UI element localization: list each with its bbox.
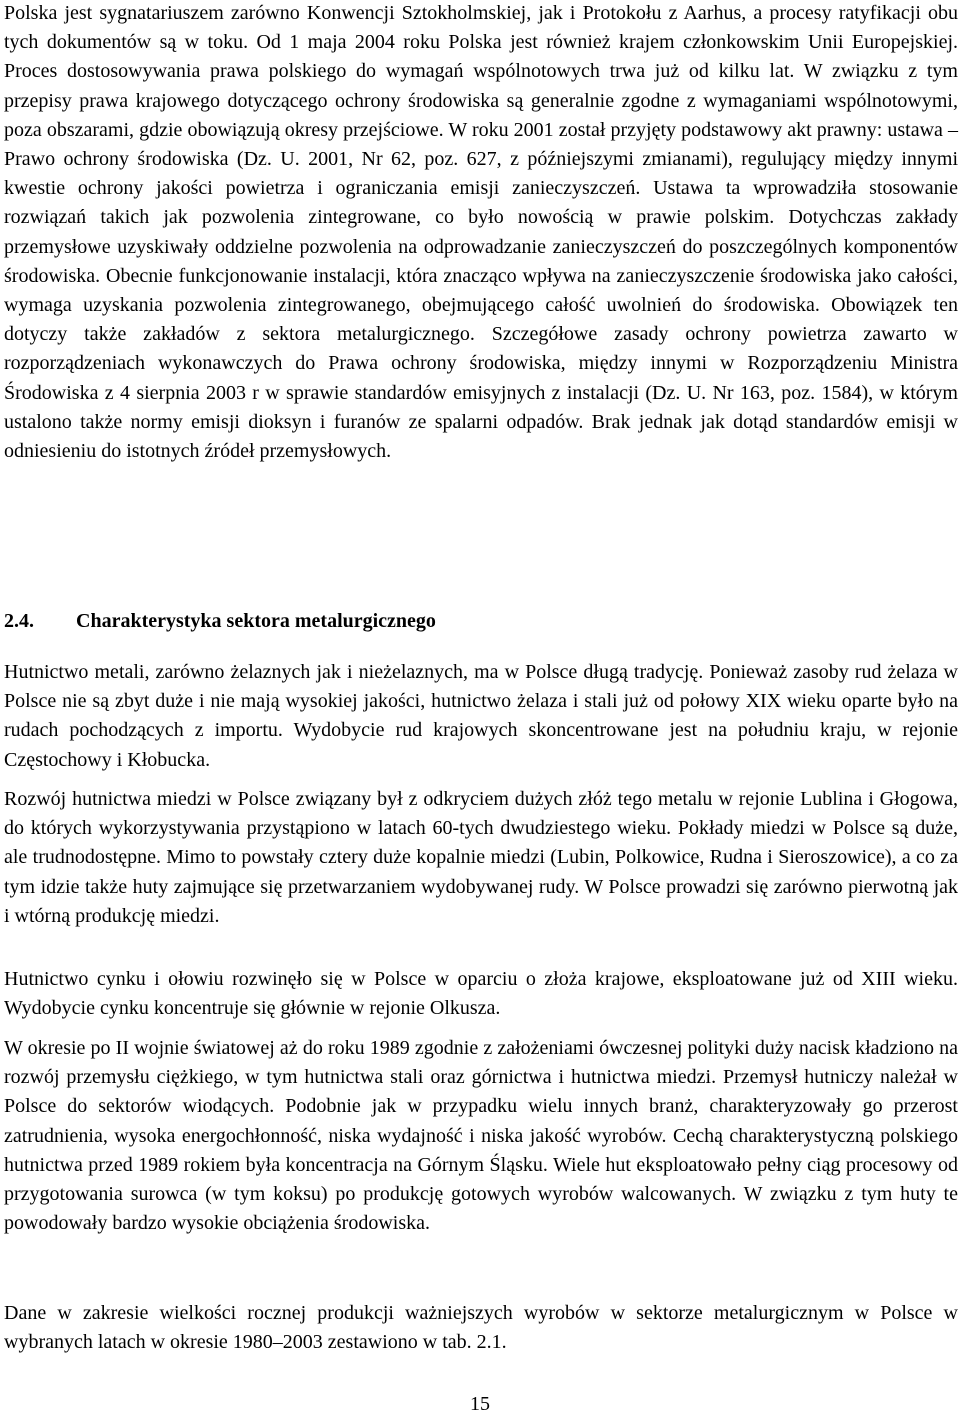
paragraph-post-war-history: W okresie po II wojnie światowej aż do roku 1989 zgodnie z założeniami ówczesnej polityki duży nacisk kładziono na rozwój przemysłu ciężkiego, w tym hutnictwa stali oraz górnictwa i hutnictwa miedzi. Przemysł hutniczy należał w Polsce do sektorów wiodących. Podobnie jak w przypadku wielu innych branż, charakteryzowały go przerost zatrudnienia, wysoka energochłonność, niska wydajność i niska jakość wyrobów. Cechą charakterystyczną polskiego hutnictwa przed 1989 rokiem była koncentracja na Górnym Śląsku. Wiele hut eksploatowało pełny ciąg procesowy od przygotowania surowca (w tym koksu) po produkcję gotowych wyrobów walcowanych. W związku z tym huty te powodowały bardzo wysokie obciążenia środowiska.: [4, 1037, 958, 1235]
section-heading: [4, 607, 436, 636]
paragraph-iron-steel: Hutnictwo metali, zarówno żelaznych jak i nieżelaznych, ma w Polsce długą tradycję. Ponieważ zasoby rud żelaza w Polsce nie są zbyt duże i nie mają wysokiej jakości, hutnictwo żelaza i stali już od połowy XIX wieku oparte było na rudach pochodzących z importu. Wydobycie rud krajowych skoncentrowane jest na południu kraju, w rejonie Częstochowy i Kłobucka.: [4, 661, 958, 771]
section-title: Charakterystyka sektora metalurgicznego: [76, 610, 436, 632]
page-number: 15: [470, 1393, 490, 1415]
section-number: 2.4.: [4, 610, 34, 632]
paragraph-zinc-lead: Hutnictwo cynku i ołowiu rozwinęło się w Polsce w oparciu o złoża krajowe, eksploatowane już od XIII wieku. Wydobycie cynku koncentruje się głównie w rejonie Olkusza.: [4, 968, 958, 1020]
paragraph-copper: Rozwój hutnictwa miedzi w Polsce związany był z odkryciem dużych złóż tego metalu w rejonie Lublina i Głogowa, do których wykorzystywania przystąpiono w latach 60-tych dwudziestego wieku. Pokłady miedzi w Polsce są duże, ale trudnodostępne. Mimo to powstały cztery duże kopalnie miedzi (Lubin, Polkowice, Rudna i Sieroszowice), a co za tym idzie także huty zajmujące się przetwarzaniem wydobywanej rudy. W Polsce prowadzi się zarówno pierwotną jak i wtórną produkcję miedzi.: [4, 788, 958, 927]
intro-paragraph: Polska jest sygnatariuszem zarówno Konwencji Sztokholmskiej, jak i Protokołu z Aarhus, a procesy ratyfikacji obu tych dokumentów są w toku. Od 1 maja 2004 roku Polska jest również krajem członkowskim Unii Europejskiej. Proces dostosowywania prawa polskiego do wymagań wspólnotowych trwa już od kilku lat. W związku z tym przepisy prawa krajowego dotyczącego ochrony środowiska są generalnie zgodne z wymaganiami wspólnotowymi, poza obszarami, gdzie obowiązują okresy przejściowe. W roku 2001 został przyjęty podstawowy akt prawny: ustawa – Prawo ochrony środowiska (Dz. U. 2001, Nr 62, poz. 627, z późniejszymi zmianami), regulujący między innymi kwestie ochrony jakości powietrza i ograniczania emisji zanieczyszczeń. Ustawa ta wprowadziła stosowanie rozwiązań takich jak pozwolenia zintegrowane, co było nowością w prawie polskim. Dotychczas zakłady przemysłowe uzyskiwały oddzielne pozwolenia na odprowadzanie zanieczyszczeń do poszczególnych komponentów środowiska. Obecnie funkcjonowanie instalacji, która znacząco wpływa na zanieczyszczenie środowiska jako całości, wymaga uzyskania pozwolenia zintegrowanego, obejmującego całość uwolnień do środowiska. Obowiązek ten dotyczy także zakładów z sektora metalurgicznego. Szczegółowe zasady ochrony powietrza zawarto w rozporządzeniach wykonawczych do Prawa ochrony środowiska, między innymi w Rozporządzeniu Ministra Środowiska z 4 sierpnia 2003 r w sprawie standardów emisyjnych z instalacji (Dz. U. Nr 163, poz. 1584), w którym ustalono także normy emisji dioksyn i furanów ze spalarni odpadów. Brak jednak jak dotąd standardów emisji w odniesieniu do istotnych źródeł przemysłowych.: [4, 2, 958, 463]
paragraph-production-data: Dane w zakresie wielkości rocznej produkcji ważniejszych wyrobów w sektorze metalurgicznym w Polsce w wybranych latach w okresie 1980–2003 zestawiono w tab. 2.1.: [4, 1302, 958, 1354]
